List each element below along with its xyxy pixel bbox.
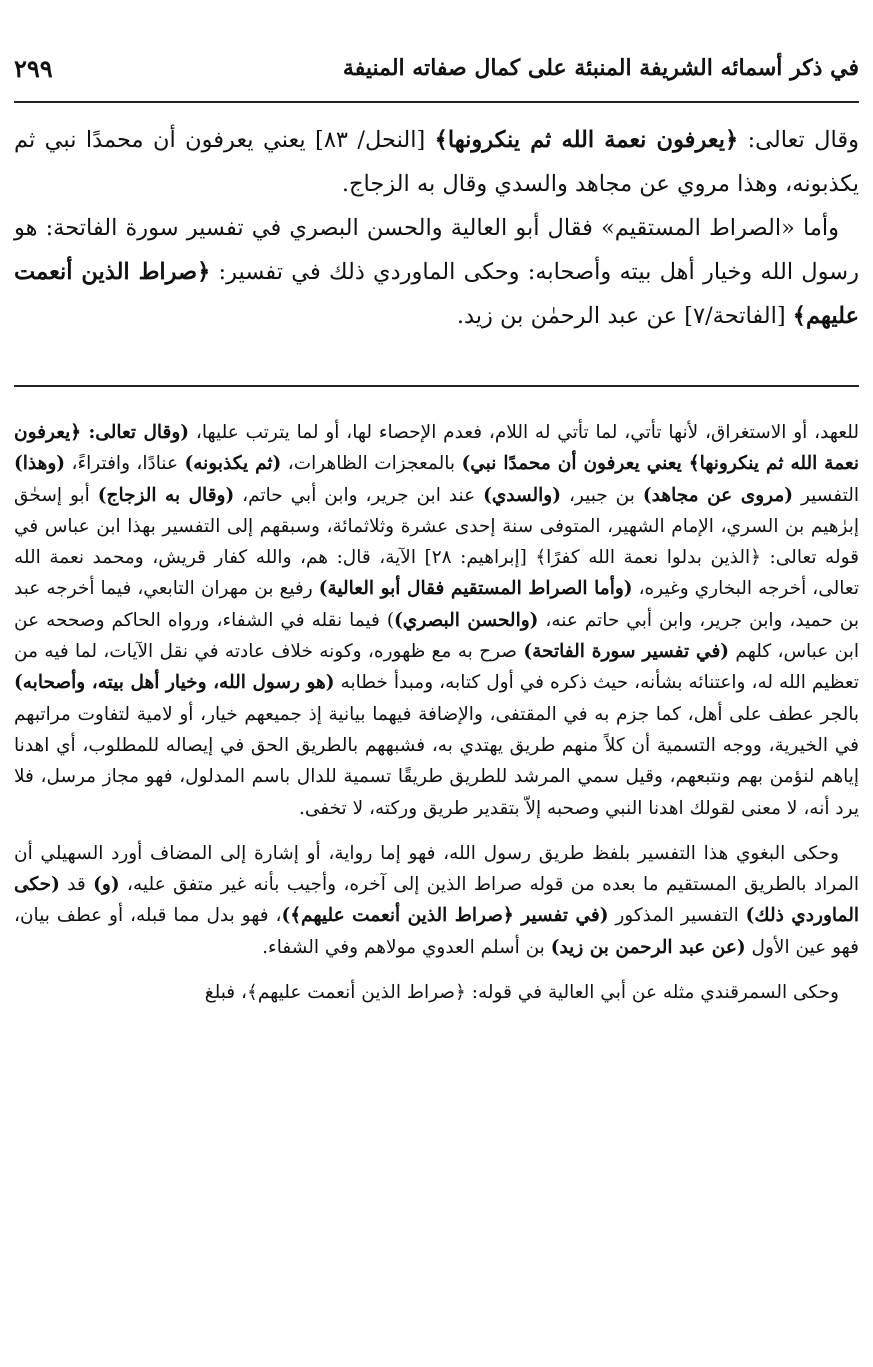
commentary-paragraph-3 [14, 977, 859, 1008]
commentary-text: ، فهو بدل مما قبله، أو عطف بيان، فهو عين الأول [14, 905, 859, 958]
commentary-lemma: (ثم يكذبونه) [184, 453, 282, 475]
quran-quote-fatiha: ﴿صراط الذين أنعمت عليهم﴾ [14, 259, 859, 329]
commentary [14, 417, 859, 1008]
commentary-lemma: (عن عبد الرحمن بن زيد) [550, 936, 746, 958]
quran-quote: ﴿الذين بدلوا نعمة الله كفرًا﴾ [535, 547, 762, 569]
page-number: ٢٩٩ [14, 53, 53, 83]
commentary-text: بالمعجزات الظاهرات، [281, 453, 462, 475]
commentary-text: قد [59, 874, 94, 896]
page-header [14, 48, 859, 88]
commentary-lemma: (وهذا) [14, 453, 66, 475]
commentary-divider [14, 385, 859, 387]
commentary-lemma: (وقال به الزجاج) [97, 484, 235, 506]
commentary-text: عنادًا، وافتراءً، [65, 453, 185, 475]
quran-quote-nahl: ﴿يعرفون نعمة الله ثم ينكرونها﴾ [434, 127, 739, 153]
main-paragraph-2 [14, 206, 859, 338]
commentary-lemma: (مروى عن مجاهد) [642, 484, 794, 506]
commentary-lemma: (حكى الماوردي ذلك) [14, 874, 860, 927]
commentary-text: للعهد، أو الاستغراق، لأنها تأتي، لما تأتي له اللام، فعدم الإحصاء لها، أو لما يترتب عليها، [189, 422, 859, 443]
commentary-text: صرح به مع ظهوره، وكونه خلاف عادته في نقل الآيات، لما فيه من تعظيم الله له، واعتنائه بشأنه، حيث ذكره في أول كتابه، ومبدأ خطابه [14, 641, 860, 694]
commentary-text: بن أسلم العدوي مولاهم وفي الشفاء. [262, 936, 551, 958]
commentary-paragraph-1 [14, 417, 859, 824]
commentary-lemma: (والسدي) [483, 484, 561, 506]
commentary-paragraph-2 [14, 838, 859, 963]
commentary-text: رفيع بن مهران التابعي، فيما أخرجه عبد بن حميد، وابن جرير، وابن أبي حاتم عنه، [14, 578, 859, 631]
header-divider [14, 101, 859, 103]
main-p2-text-a: وأما «الصراط المستقيم» فقال أبو العالية والحسن البصري في تفسير سورة الفاتحة: هو رسول الله وخيار أهل بيته وأصحابه: وحكى الماوردي ذلك في تفسير: [14, 215, 859, 285]
main-p1-text-a: وقال تعالى: [738, 127, 859, 153]
main-p1-text-c: [النحل/ ٨٣] يعني يعرفون أن محمدًا نبي ثم يكذبونه، وهذا مروي عن مجاهد والسدي وقال به الزجاج. [14, 127, 859, 197]
commentary-text: وحكى البغوي هذا التفسير بلفظ طريق رسول الله، فهو إما رواية، أو إشارة إلى المضاف أورد السهيلي أن المراد بالطريق المستقيم ما بعده من قوله صراط الذين إلى آخره، وأجيب بأنه غير متفق عليه، [14, 842, 859, 896]
main-text [14, 118, 859, 338]
commentary-text: بن جبير، [561, 484, 643, 506]
commentary-lemma: (في تفسير ﴿صراط الذين أنعمت عليهم﴾) [281, 905, 609, 927]
commentary-lemma: (و) [93, 874, 120, 896]
commentary-text: التفسير [793, 484, 859, 506]
commentary-text: وحكى السمرقندي مثله عن أبي العالية في قوله: ﴿صراط الذين أنعمت عليهم﴾، فبلغ [204, 982, 839, 1004]
commentary-text: عند ابن جرير، وابن أبي حاتم، [234, 484, 484, 506]
running-title: في ذكر أسمائه الشريفة المنبئة على كمال صفاته المنيفة [342, 55, 859, 81]
commentary-text: بالجر عطف على أهل، كما جزم به في المقتفى، والإضافة فيهما بيانية إذ جميعهم خيار، أو لامية لتفاوت مراتبهم في الخيرية، ووجه التسمية أن كلاً منهم طريق يهتدي به، فشبههم بالطريق الحق في إيصاله للمطلوب، أي اهدنا إياهم لنؤمن بهم ونتبعهم، وقيل سمي المرشد للطريق طريقًا تسمية للدال باسم المدلول، فهو مجاز مرسل، فلا يرد أنه، لا معنى لقولك اهدنا النبي وصحبه إلاّ بتقدير طريق وركته، لا تخفى. [14, 703, 859, 819]
commentary-text: أبو إسحٰق إبرٰهيم بن السري، الإمام الشهير، المتوفى سنة إحدى عشرة وثلاثمائة، وسبقهم إلى التفسير بهذا ابن عباس في قوله تعالى: [14, 484, 859, 569]
main-paragraph-1 [14, 118, 859, 206]
commentary-text: [إبراهيم: ٢٨] الآية، قال: هم، والله كفار قريش، ومحمد نعمة الله تعالى، أخرجه البخاري وغيره، [14, 547, 859, 600]
commentary-lemma: (والحسن البصري) [394, 609, 539, 631]
commentary-lemma: (وقال تعالى: ﴿يعرفون نعمة الله ثم ينكرونها﴾ يعني يعرفون أن محمدًا نبي) [14, 422, 859, 475]
commentary-lemma: (هو رسول الله، وخيار أهل بيته، وأصحابه) [14, 672, 335, 694]
commentary-text: ) فيما نقله في الشفاء، ورواه الحاكم وصححه عن ابن عباس، كلهم [14, 609, 860, 663]
main-p2-text-c: [الفاتحة/٧] عن عبد الرحمٰن بن زيد. [456, 303, 793, 329]
commentary-text: التفسير المذكور [608, 905, 746, 927]
commentary-lemma: (في تفسير سورة الفاتحة) [523, 641, 730, 663]
commentary-lemma: (وأما الصراط المستقيم فقال أبو العالية) [318, 578, 633, 600]
